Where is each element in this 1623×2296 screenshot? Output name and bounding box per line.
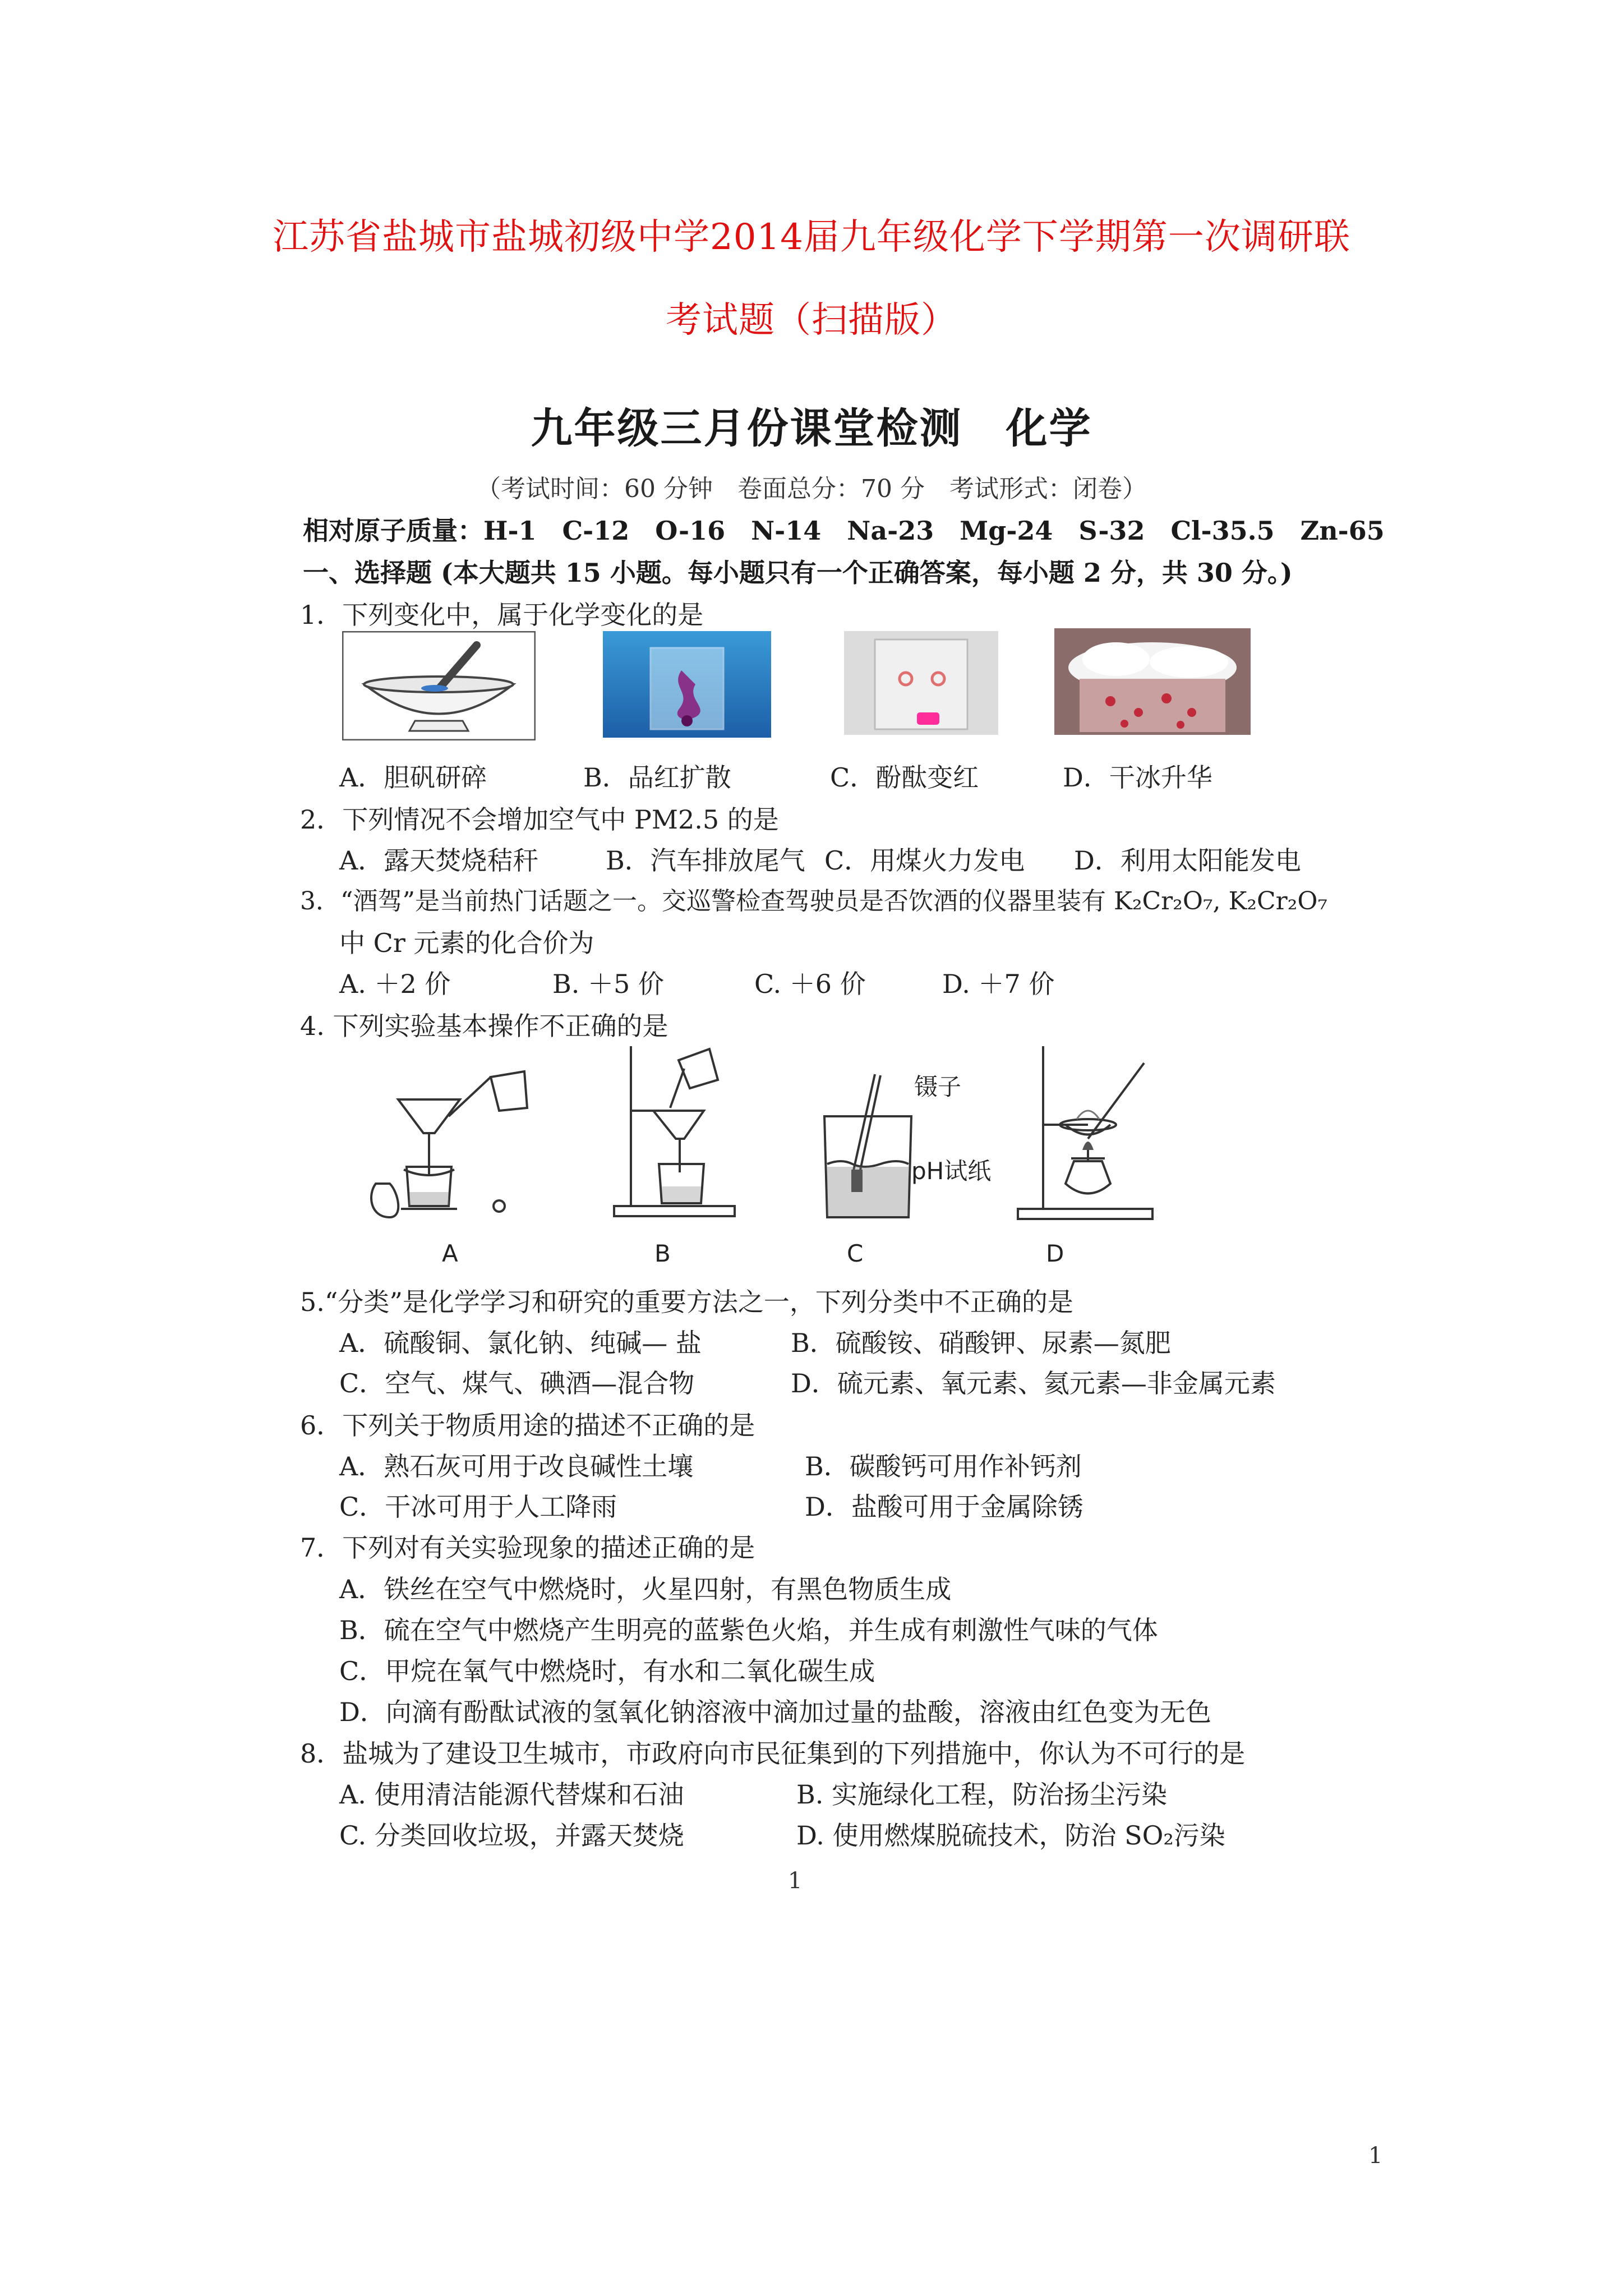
q1-option-b: B．品红扩散: [583, 762, 731, 793]
q8-option-c: C. 分类回收垃圾，并露天焚烧: [339, 1820, 684, 1851]
apparatus-c-label: C: [847, 1240, 864, 1267]
q1-stem: 1．下列变化中，属于化学变化的是: [300, 600, 704, 630]
apparatus-c-ph-paper-image: [819, 1069, 917, 1223]
q2-stem: 2．下列情况不会增加空气中 PM2.5 的是: [300, 804, 779, 835]
q3-option-d: D. ＋7 价: [942, 969, 1055, 999]
phenolphthalein-image: [844, 631, 998, 735]
red-dye-diffusion-image: [603, 631, 771, 738]
q2-option-a: A．露天焚烧秸秆: [339, 845, 539, 876]
q1-option-d: D．干冰升华: [1063, 762, 1212, 793]
q7-option-d: D．向滴有酚酞试液的氢氧化钠溶液中滴加过量的盐酸，溶液由红色变为无色: [339, 1697, 1211, 1727]
q5-option-c: C．空气、煤气、碘酒—混合物: [339, 1368, 695, 1398]
q6-option-a: A．熟石灰可用于改良碱性土壤: [339, 1451, 694, 1481]
q3-option-a: A. ＋2 价: [339, 969, 451, 999]
page-number: 1: [1368, 2143, 1383, 2169]
atomic-masses: 相对原子质量：H-1 C-12 O-16 N-14 Na-23 Mg-24 S-32 Cl-35.5 Zn-65: [303, 516, 1385, 546]
q3-option-b: B. ＋5 价: [552, 969, 664, 999]
section-heading: 一、选择题 (本大题共 15 小题。每小题只有一个正确答案，每小题 2 分，共 30 分。): [303, 558, 1293, 588]
q1-option-c: C．酚酞变红: [830, 762, 979, 793]
q3-stem-line1: 3．“酒驾”是当前热门话题之一。交巡警检查驾驶员是否饮酒的仪器里装有 K₂Cr₂O₇, K₂Cr₂O₇: [300, 887, 1328, 915]
apparatus-d-evaporation-image: [1009, 1041, 1161, 1223]
q2-option-c: C．用煤火力发电: [824, 845, 1025, 876]
mortar-pestle-image: [342, 631, 536, 740]
q5-option-b: B．硫酸铵、硝酸钾、尿素—氮肥: [791, 1328, 1171, 1358]
q8-stem: 8．盐城为了建设卫生城市，市政府向市民征集到的下列措施中，你认为不可行的是: [300, 1738, 1246, 1769]
q2-option-d: D．利用太阳能发电: [1074, 845, 1301, 876]
q3-stem-line2: 中 Cr 元素的化合价为: [339, 928, 594, 958]
q3-option-c: C. ＋6 价: [754, 969, 866, 999]
q8-option-d: D. 使用燃煤脱硫技术，防治 SO₂污染: [796, 1820, 1225, 1851]
exam-title: 九年级三月份课堂检测 化学: [531, 404, 1092, 453]
q8-option-a: A. 使用清洁能源代替煤和石油: [339, 1779, 684, 1810]
q5-stem: 5.“分类”是化学学习和研究的重要方法之一，下列分类中不正确的是: [300, 1287, 1073, 1317]
q8-option-b: B. 实施绿化工程，防治扬尘污染: [796, 1779, 1168, 1810]
q6-option-d: D．盐酸可用于金属除锈: [805, 1492, 1083, 1522]
q7-option-c: C．甲烷在氧气中燃烧时，有水和二氧化碳生成: [339, 1656, 875, 1686]
document-title-line1: 江苏省盐城市盐城初级中学2014届九年级化学下学期第一次调研联: [273, 217, 1350, 258]
apparatus-d-label: D: [1046, 1240, 1064, 1267]
q5-option-a: A．硫酸铜、氯化钠、纯碱— 盐: [339, 1328, 702, 1358]
apparatus-a-filtration-image: [365, 1055, 550, 1223]
dry-ice-image: [1054, 628, 1251, 735]
scan-page-number: 1: [788, 1868, 803, 1894]
apparatus-b-filtration-stand-image: [606, 1038, 746, 1223]
q6-option-b: B．碳酸钙可用作补钙剂: [805, 1451, 1082, 1481]
q7-option-b: B．硫在空气中燃烧产生明亮的蓝紫色火焰，并生成有刺激性气味的气体: [339, 1615, 1158, 1645]
q6-option-c: C．干冰可用于人工降雨: [339, 1492, 617, 1522]
q2-option-b: B．汽车排放尾气: [606, 845, 805, 876]
q1-option-a: A．胆矾研碎: [339, 762, 487, 793]
q7-option-a: A．铁丝在空气中燃烧时，火星四射，有黑色物质生成: [339, 1574, 952, 1604]
q7-stem: 7．下列对有关实验现象的描述正确的是: [300, 1533, 755, 1563]
ph-paper-label: pH试纸: [911, 1157, 992, 1185]
q6-stem: 6．下列关于物质用途的描述不正确的是: [300, 1410, 755, 1441]
apparatus-b-label: B: [654, 1240, 671, 1267]
q5-option-d: D．硫元素、氧元素、氦元素—非金属元素: [791, 1368, 1276, 1398]
q4-stem: 4. 下列实验基本操作不正确的是: [300, 1011, 668, 1041]
tweezers-label: 镊子: [914, 1073, 962, 1101]
apparatus-a-label: A: [442, 1240, 458, 1267]
exam-info: （考试时间：60 分钟 卷面总分：70 分 考试形式：闭卷）: [476, 475, 1147, 503]
document-title-line2: 考试题（扫描版）: [666, 300, 957, 341]
